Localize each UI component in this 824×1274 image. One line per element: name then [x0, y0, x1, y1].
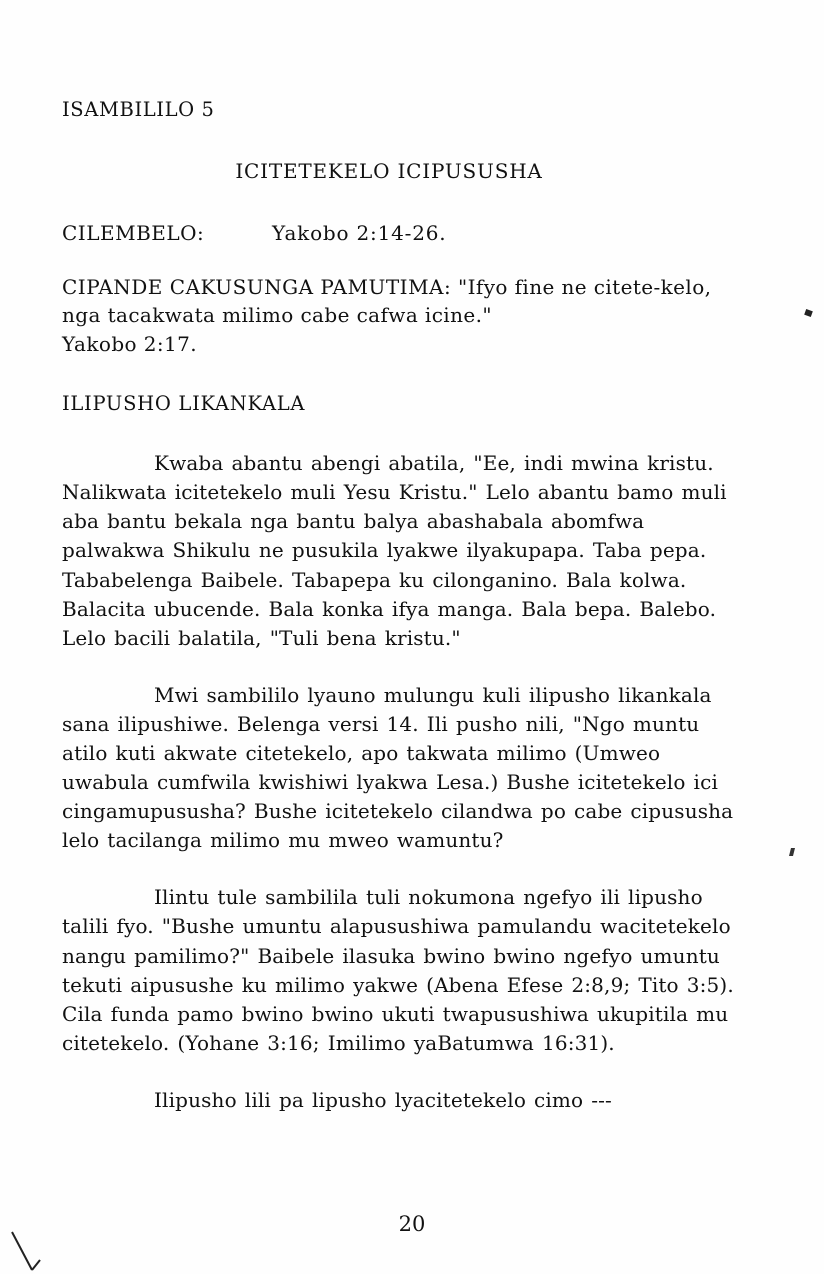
section-heading: ILIPUSHO LIKANKALA	[62, 392, 306, 416]
ink-mark-icon	[804, 309, 813, 317]
scripture-label: CILEMBELO:	[62, 221, 205, 245]
memory-verse-reference: Yakobo 2:17.	[62, 331, 198, 356]
body-paragraph: Ilintu tule sambilila tuli nokumona ngefyo ili lipusho talili fyo. "Bushe umuntu alapusushiwa pamulandu wacitetekelo nangu pamilimo?" Baibele ilasuka bwino bwino ngefyo umuntu tekuti aipusushe ku milimo yakwe (Abena Efese 2:8,9; Tito 3:5). Cila funda pamo bwino bwino ukuti twapusushiwa ukupitila mu citetekelo. (Yohane 3:16; Imilimo yaBatumwa 16:31).	[62, 885, 734, 1055]
body-paragraph: Kwaba abantu abengi abatila, "Ee, indi mwina kristu. Nalikwata icitetekelo muli Yesu Kristu." Lelo abantu bamo muli aba bantu bekala nga bantu balya abashabala abomfwa palwakwa Shikulu ne pusukila lyakwe ilyakupapa. Taba pepa. Tababelenga Baibele. Tabapepa ku cilonganino. Bala kolwa. Balacita ubucende. Bala konka ifya manga. Bala bepa. Balebo. Lelo bacili balatila, "Tuli bena kristu."	[62, 451, 727, 650]
ink-mark-icon	[789, 848, 795, 856]
memory-verse-text: "Ifyo fine ne citete-kelo, nga tacakwata milimo cabe cafwa icine."	[62, 275, 712, 328]
lesson-header: ISAMBILILO 5	[62, 98, 215, 121]
memory-verse-block	[62, 273, 752, 358]
page-number: 20	[398, 1212, 426, 1236]
scripture-row	[62, 221, 752, 245]
scripture-value: Yakobo 2:14-26.	[272, 221, 447, 245]
body-paragraph: Ilipusho lili pa lipusho lyacitetekelo cimo ---	[154, 1087, 612, 1112]
document-body	[62, 98, 752, 1115]
page-title: ICITETEKELO ICIPUSUSHA	[235, 159, 543, 183]
memory-verse-label: CIPANDE CAKUSUNGA PAMUTIMA:	[62, 275, 452, 299]
page-corner-scan-artifact-icon	[10, 1230, 50, 1274]
body-paragraph: Mwi sambililo lyauno mulungu kuli ilipusho likankala sana ilipushiwe. Belenga versi 14. Ili pusho nili, "Ngo muntu atilo kuti akwate citetekelo, apo takwata milimo (Umweo uwabula cumfwila kwishiwi lyakwa Lesa.) Bushe icitetekelo ici cingamupususha? Bushe icitetekelo cilandwa po cabe cipususha lelo tacilanga milimo mu mweo wamuntu?	[62, 682, 734, 853]
